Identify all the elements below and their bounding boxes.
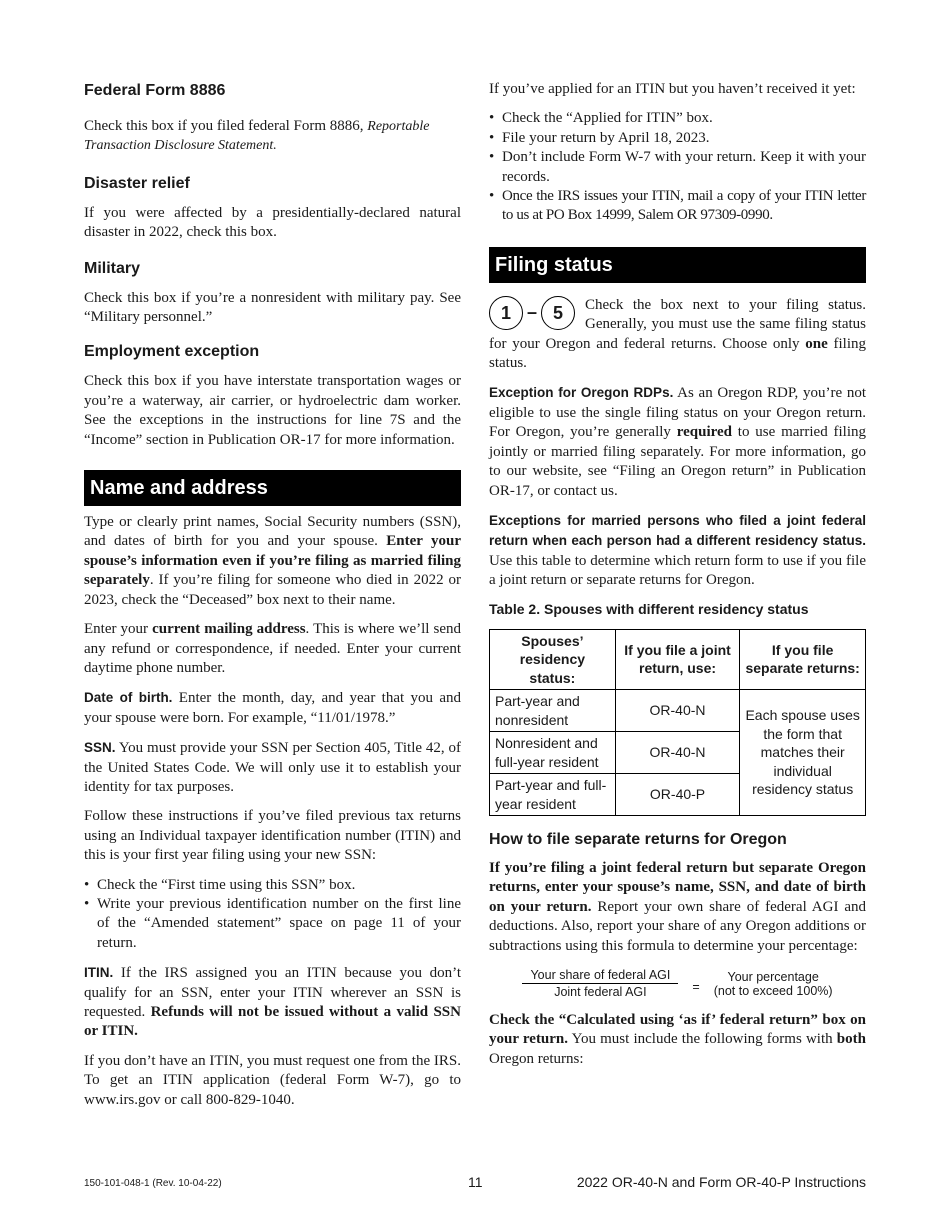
ssn-text: SSN. You must provide your SSN per Section 405, Title 42, of the United States Code. We will only use it to establish your identity for tax purposes. [84, 740, 461, 795]
employment-text: Check this box if you have interstate transportation wages or you’re a waterway, air carrier, or hydroelectric dam worker. See the exceptions in the instructions for line 7S and the “Income” section in Publication OR-17 for more information. [84, 373, 461, 448]
line-1-circle: 1 [489, 296, 523, 330]
formula-result-line-1: Your percentage [727, 969, 819, 984]
name-address-bar: Name and address [84, 470, 461, 506]
formula-fraction [522, 968, 678, 999]
itin-intro: Follow these instructions if you’ve filed previous tax returns using an Individual taxpayer identification number (ITIN) and this is your first year filing using your new SSN: [84, 808, 461, 864]
table-cell: Part-year and nonresident [490, 690, 616, 732]
dob-text: Date of birth. Enter the month, day, and year that you and your spouse were born. For example, “11/01/1978.” [84, 690, 462, 726]
form8886-heading: Federal Form 8886 [84, 82, 226, 99]
military-text: Check this box if you’re a nonresident with military pay. See “Military personnel.” [84, 289, 461, 326]
line-range-badge [489, 295, 575, 331]
formula-numerator: Your share of federal AGI [522, 968, 678, 984]
footer-title: 2022 OR-40-N and Form OR-40-P Instructions [576, 1174, 866, 1190]
table-header: If you file a joint return, use: [615, 629, 740, 690]
mailing-address-text: Enter your current mailing address. This is where we’ll send any refund or correspondence, if needed. Enter your current daytime phone number. [84, 621, 461, 676]
ssn-bullet-list [84, 876, 461, 954]
married-exception-text: Exceptions for married persons who filed a joint federal return when each person had a different residency status. Use this table to determine which return form to use if you file a joint return or separate returns for Oregon. [489, 512, 866, 589]
table-cell: OR-40-N [615, 690, 740, 732]
no-itin-text: If you don’t have an ITIN, you must request one from the IRS. To get an ITIN application (federal Form W-7), go to www.irs.gov or call 800-829-1040. [84, 1052, 461, 1108]
left-column [84, 78, 461, 1110]
rdp-text: Exception for Oregon RDPs. As an Oregon RDP, you’re not eligible to use the single filing status on your Oregon return. For Oregon, you’re generally required to use married filing jointly or married filing separately. For more information, go to our website, see “Filing an Oregon return” in Publication OR-17, or contact us. [489, 385, 866, 499]
percentage-formula [489, 968, 866, 999]
table-title: Table 2. Spouses with different residency status [489, 600, 809, 617]
list-item: • Don’t include Form W-7 with your return. Keep it with your records. [489, 148, 866, 187]
formula-denominator: Joint federal AGI [554, 985, 647, 1000]
name-address-intro: Type or clearly print names, Social Security numbers (SSN), and dates of birth for you and your spouse. Enter your spouse’s information even if you’re filing as married filing separately. If you’re filing for someone who died in 2022 or 2023, check the “Deceased” box next to their name. [84, 514, 461, 608]
table-cell: Nonresident and full-year resident [490, 732, 616, 774]
military-heading: Military [84, 259, 141, 277]
applied-itin-bullet-list [489, 109, 866, 225]
separate-returns-text: If you’re filing a joint federal return but separate Oregon returns, enter your spouse’s name, SSN, and date of birth on your return. Report your own share of federal AGI and deductions. Also, report your share of any Oregon additions or subtractions using this formula to determine your percentage: [489, 860, 867, 954]
line-5-circle: 5 [541, 296, 575, 330]
table-header-row [490, 629, 866, 690]
filing-status-bar: Filing status [489, 247, 866, 283]
list-item: • Check the “First time using this SSN” box. [84, 876, 461, 895]
residency-table [489, 629, 866, 817]
range-dash: – [527, 302, 538, 323]
footer-page-number: 11 [468, 1174, 483, 1190]
list-item: • File your return by April 18, 2023. [489, 129, 866, 148]
employment-heading: Employment exception [84, 343, 260, 361]
formula-result-line-2: (not to exceed 100%) [713, 983, 833, 998]
table-header: Spouses’ residency status: [490, 629, 616, 690]
disaster-text: If you were affected by a presidentially-declared natural disaster in 2022, check this box. [84, 204, 461, 241]
list-item: • Once the IRS issues your ITIN, mail a copy of your ITIN letter to us at PO Box 14999, Salem OR 97309-0990. [489, 187, 866, 226]
formula-result [714, 970, 833, 998]
table-cell: OR-40-N [615, 732, 740, 774]
table-cell: OR-40-P [615, 774, 740, 816]
applied-itin-intro: If you’ve applied for an ITIN but you haven’t received it yet: [489, 81, 856, 97]
table-row [490, 690, 866, 732]
filing-status-intro [489, 296, 866, 374]
table-cell: Part-year and full-year resident [490, 774, 616, 816]
right-column [489, 78, 866, 1069]
separate-returns-heading: How to file separate returns for Oregon [489, 831, 787, 849]
formula-equals: = [692, 979, 700, 994]
table-merged-cell: Each spouse uses the form that matches their individual residency status [740, 690, 866, 816]
disaster-heading: Disaster relief [84, 174, 190, 192]
filing-status-text: Check the box next to your filing status. Generally, you must use the same filing status for your Oregon and federal returns. Choose only one filing status. [489, 296, 866, 372]
as-if-return-text: Check the “Calculated using ‘as if’ federal return” box on your return. You must include the following forms with both Oregon returns: [489, 1012, 866, 1067]
list-item: • Write your previous identification number on the first line of the “Amended statement” space on page 11 of your return. [84, 895, 461, 953]
itin-text: ITIN. If the IRS assigned you an ITIN because you don’t qualify for an SSN, enter your ITIN wherever an SSN is requested. Refunds will not be issued without a valid SSN or ITIN. [84, 965, 461, 1040]
table-header: If you file separate returns: [740, 629, 866, 690]
footer-form-number: 150-101-048-1 (Rev. 10-04-22) [84, 1178, 222, 1189]
form8886-text: Check this box if you filed federal Form 8886, Reportable Transaction Disclosure Statement. [84, 118, 430, 154]
list-item: • Check the “Applied for ITIN” box. [489, 109, 866, 128]
